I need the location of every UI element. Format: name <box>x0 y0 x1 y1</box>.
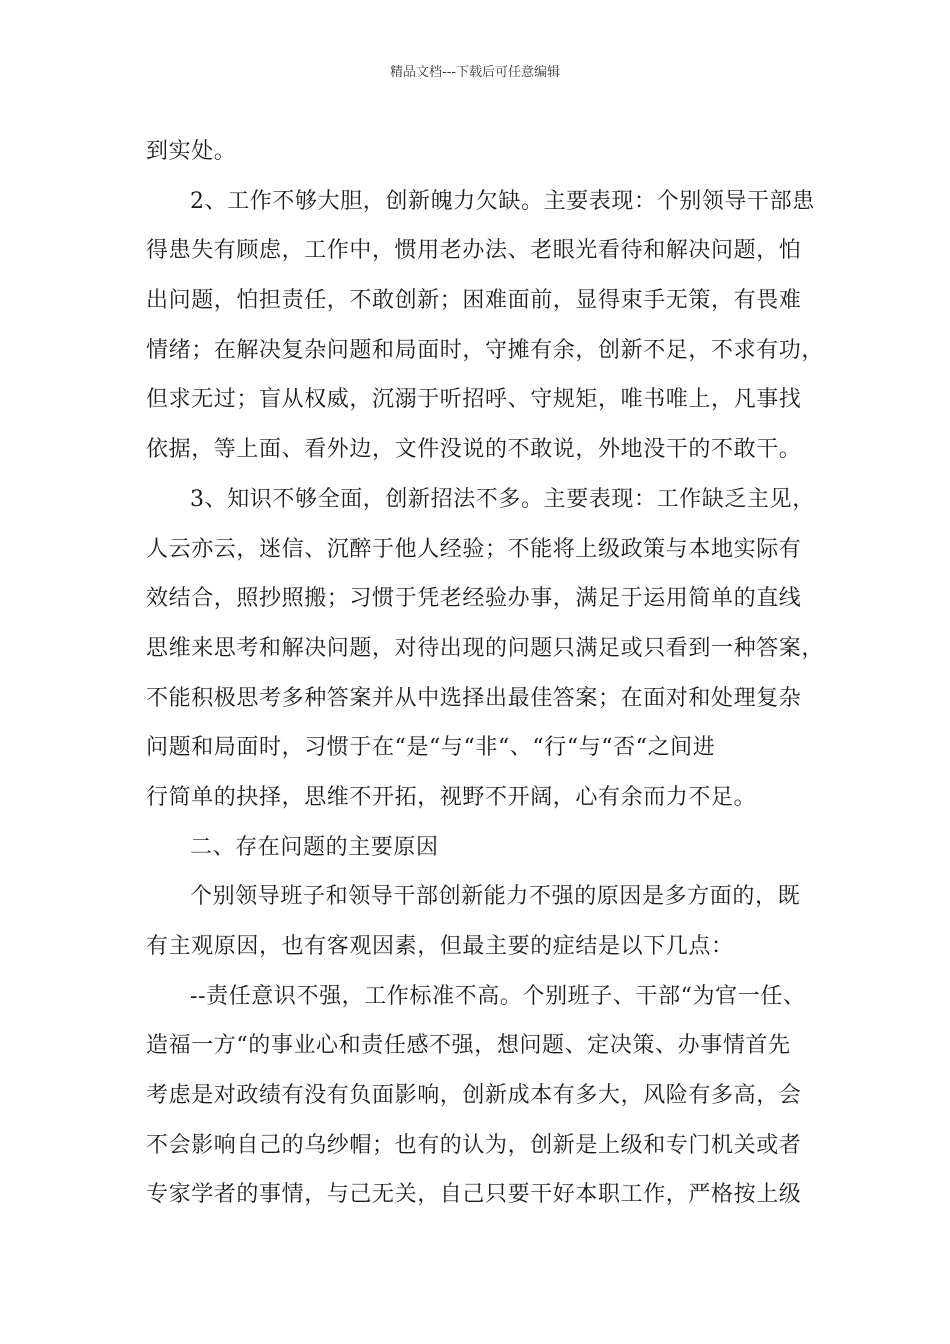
text-line: 行简单的抉择，思维不开拓，视野不开阔，心有余而力不足。 <box>146 784 757 810</box>
paragraph-start-line: --责任意识不强，工作标准不高。个别班子、干部“为官一任、 <box>190 983 806 1009</box>
text-line: 情绪；在解决复杂问题和局面时，守摊有余，创新不足，不求有功， <box>146 337 825 363</box>
paragraph-start-line: 个别领导班子和领导干部创新能力不强的原因是多方面的，既 <box>190 884 801 910</box>
text-line: 人云亦云，迷信、沉醉于他人经验；不能将上级政策与本地实际有 <box>146 536 802 562</box>
text-line: 不会影响自己的乌纱帽；也有的认为，创新是上级和专门机关或者 <box>146 1132 802 1158</box>
text-line: 出问题，怕担责任，不敢创新；困难面前，显得束手无策，有畏难 <box>146 288 802 314</box>
text-line: 不能积极思考多种答案并从中选择出最佳答案；在面对和处理复杂 <box>146 685 802 711</box>
section-heading: 二、存在问题的主要原因 <box>190 834 439 860</box>
text-line: 得患失有顾虑，工作中，惯用老办法、老眼光看待和解决问题，怕 <box>146 238 802 264</box>
text-line: 考虑是对政绩有没有负面影响，创新成本有多大，风险有多高，会 <box>146 1083 802 1109</box>
text-line: 效结合，照抄照搬；习惯于凭老经验办事，满足于运用简单的直线 <box>146 586 802 612</box>
paragraph-start-line: 3、知识不够全面，创新招法不多。主要表现：工作缺乏主见， <box>190 486 815 512</box>
page-header: 精品文档---下载后可任意编辑 <box>389 65 561 80</box>
text-line: 依据，等上面、看外边，文件没说的不敢说，外地没干的不敢干。 <box>146 437 802 463</box>
paragraph-start-line: 2、工作不够大胆，创新魄力欠缺。主要表现：个别领导干部患 <box>190 188 815 214</box>
text-line: 思维来思考和解决问题，对待出现的问题只满足或只看到一种答案， <box>146 635 825 661</box>
text-line: 问题和局面时，习惯于在“是“与“非“、“行“与“否“之间进 <box>146 735 716 761</box>
text-line: 有主观原因，也有客观因素，但最主要的症结是以下几点： <box>146 934 734 959</box>
text-line: 但求无过；盲从权威，沉溺于听招呼、守规矩，唯书唯上，凡事找 <box>146 387 802 413</box>
text-line: 造福一方“的事业心和责任感不强，想问题、定决策、办事情首先 <box>146 1033 791 1059</box>
text-line: 到实处。 <box>146 139 237 164</box>
document-body <box>146 127 825 1220</box>
text-line: 专家学者的事情，与己无关，自己只要干好本职工作，严格按上级 <box>146 1182 802 1208</box>
